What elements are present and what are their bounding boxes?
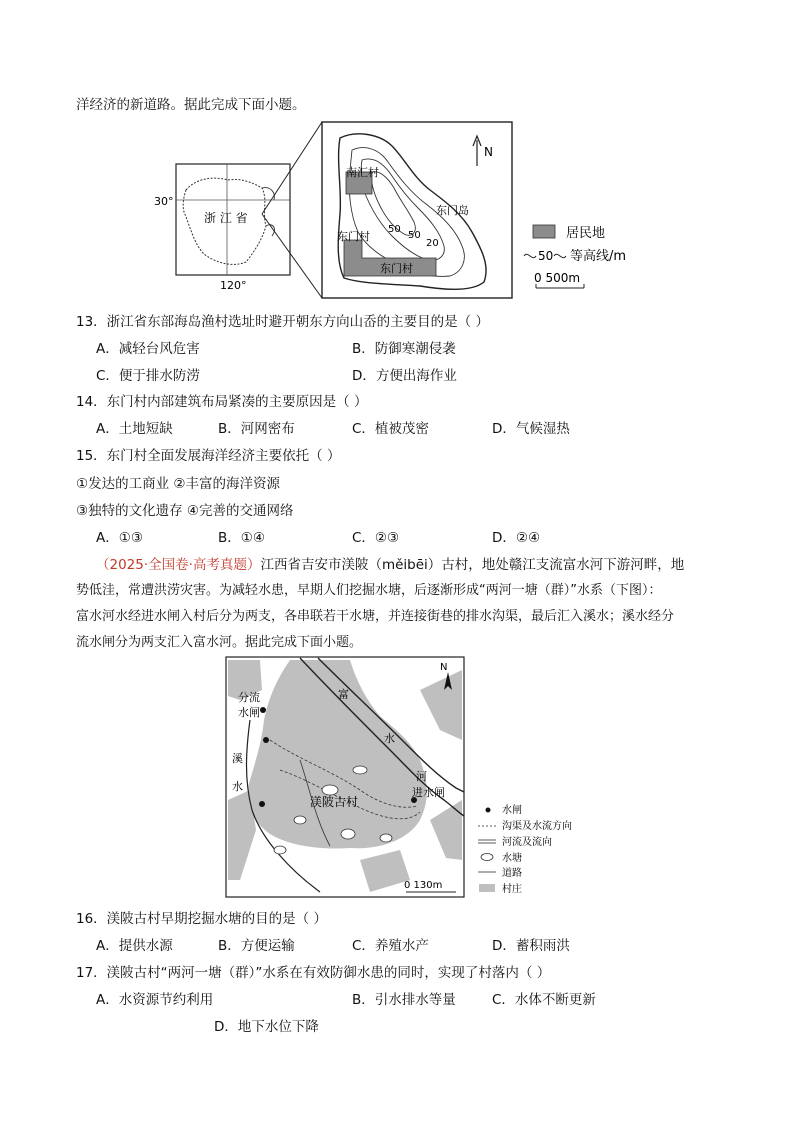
q14-option-a[interactable]: A．土地短缺 bbox=[96, 421, 173, 437]
q17-option-a[interactable]: A．水资源节约利用 bbox=[96, 992, 214, 1008]
legend-canal: 沟渠及水流方向 bbox=[502, 821, 572, 832]
legend-village: 村庄 bbox=[502, 884, 522, 895]
map2-north: N bbox=[440, 662, 448, 673]
q13-option-a[interactable]: A．减轻台风危害 bbox=[96, 341, 200, 357]
stream-label-2: 水 bbox=[232, 780, 243, 793]
q15-option-d[interactable]: D．②④ bbox=[492, 530, 541, 546]
q13-option-b[interactable]: B．防御寒潮侵袭 bbox=[352, 341, 456, 357]
legend-gate-icon bbox=[486, 808, 491, 813]
q15-option-b[interactable]: B．①④ bbox=[218, 530, 265, 546]
passage-source: （2025·全国卷·高考真题） bbox=[96, 557, 261, 573]
lon-label: 120° bbox=[220, 279, 247, 292]
intro-text: 洋经济的新道路。据此完成下面小题。 bbox=[76, 97, 306, 113]
legend-residential-swatch bbox=[533, 225, 555, 238]
north-label: N bbox=[484, 145, 493, 159]
q17-option-c[interactable]: C．水体不断更新 bbox=[492, 992, 596, 1008]
legend-gate: 水闸 bbox=[502, 805, 522, 816]
meibei-village-map bbox=[0, 650, 800, 900]
q13-option-d[interactable]: D．方便出海作业 bbox=[352, 368, 457, 384]
q15-statement-1: ①发达的工商业 ②丰富的海洋资源 bbox=[76, 476, 280, 492]
legend-pond-icon bbox=[481, 854, 493, 861]
q16-option-a[interactable]: A．提供水源 bbox=[96, 938, 173, 954]
legend-scale: 0 500m bbox=[534, 271, 581, 285]
legend-contour: 等高线/m bbox=[570, 249, 627, 264]
q17-option-b[interactable]: B．引水排水等量 bbox=[352, 992, 456, 1008]
passage2-line4: 流水闸分为两支汇入富水河。据此完成下面小题。 bbox=[76, 635, 363, 650]
q14-option-d[interactable]: D．气候湿热 bbox=[492, 421, 570, 437]
q13-option-c[interactable]: C．便于排水防涝 bbox=[96, 368, 200, 384]
q15-option-a[interactable]: A．①③ bbox=[96, 530, 143, 546]
q16-stem: 16．渼陂古村早期挖掘水塘的目的是（ ） bbox=[76, 911, 327, 927]
legend-river: 河流及流向 bbox=[502, 837, 552, 848]
inlet-gate-label: 进水闸 bbox=[412, 786, 445, 799]
q16-option-c[interactable]: C．养殖水产 bbox=[352, 938, 429, 954]
diversion-gate-marker bbox=[260, 707, 266, 713]
province-label: 浙 江 省 bbox=[204, 211, 248, 225]
passage2-line1: （2025·全国卷·高考真题）江西省吉安市渼陂（měibēi）古村，地处赣江支流富水河下游河畔，地 bbox=[96, 557, 685, 573]
nanhui-label: 南汇村 bbox=[346, 166, 379, 179]
legend-village-icon bbox=[479, 884, 495, 892]
contour-label-1: 50 bbox=[388, 224, 401, 235]
legend-residential: 居民地 bbox=[566, 226, 606, 241]
river-label-2: 水 bbox=[384, 732, 395, 745]
q17-option-d[interactable]: D．地下水位下降 bbox=[214, 1019, 319, 1035]
stream-label-1: 溪 bbox=[232, 752, 243, 765]
island-label: 东门岛 bbox=[436, 204, 469, 217]
q16-option-d[interactable]: D．蓄积雨洪 bbox=[492, 938, 570, 954]
legend-contour-value: 50 bbox=[538, 249, 554, 263]
map2-scale: 0 130m bbox=[404, 880, 443, 891]
q14-option-b[interactable]: B．河网密布 bbox=[218, 421, 295, 437]
legend-pond: 水塘 bbox=[502, 853, 522, 864]
passage2-line2: 势低洼，常遭洪涝灾害。为减轻水患，早期人们挖掘水塘，后逐渐形成“两河一塘（群）”水系（下图）： bbox=[76, 583, 662, 598]
q17-stem: 17．渼陂古村“两河一塘（群）”水系在有效防御水患的同时，实现了村落内（ ） bbox=[76, 965, 551, 981]
river-label-1: 富 bbox=[338, 688, 349, 701]
q15-statement-2: ③独特的文化遗存 ④完善的交通网络 bbox=[76, 503, 294, 519]
diversion-gate-label-2: 水闸 bbox=[238, 706, 260, 719]
q14-stem: 14．东门村内部建筑布局紧凑的主要原因是（ ） bbox=[76, 394, 368, 410]
lat-label: 30° bbox=[154, 195, 174, 208]
passage2-line3: 富水河水经进水闸入村后分为两支，各串联若干水塘，并连接街巷的排水沟渠，最后汇入溪水；溪水经分 bbox=[76, 609, 675, 624]
contour-label-3: 20 bbox=[426, 238, 439, 249]
q16-option-b[interactable]: B．方便运输 bbox=[218, 938, 295, 954]
q15-stem: 15．东门村全面发展海洋经济主要依托（ ） bbox=[76, 448, 341, 464]
q15-option-c[interactable]: C．②③ bbox=[352, 530, 400, 546]
dongmen-label: 东门村 bbox=[380, 262, 413, 275]
contour-label-2: 50 bbox=[408, 230, 421, 241]
diversion-gate-label-1: 分流 bbox=[238, 691, 260, 704]
legend-road: 道路 bbox=[502, 868, 522, 879]
q14-option-c[interactable]: C．植被茂密 bbox=[352, 421, 429, 437]
donggang-label: 东门村 bbox=[337, 230, 370, 243]
village-label: 渼陂古村 bbox=[310, 795, 359, 809]
q13-stem: 13．浙江省东部海岛渔村选址时避开朝东方向山岙的主要目的是（ ） bbox=[76, 314, 489, 330]
river-label-3: 河 bbox=[416, 770, 427, 783]
